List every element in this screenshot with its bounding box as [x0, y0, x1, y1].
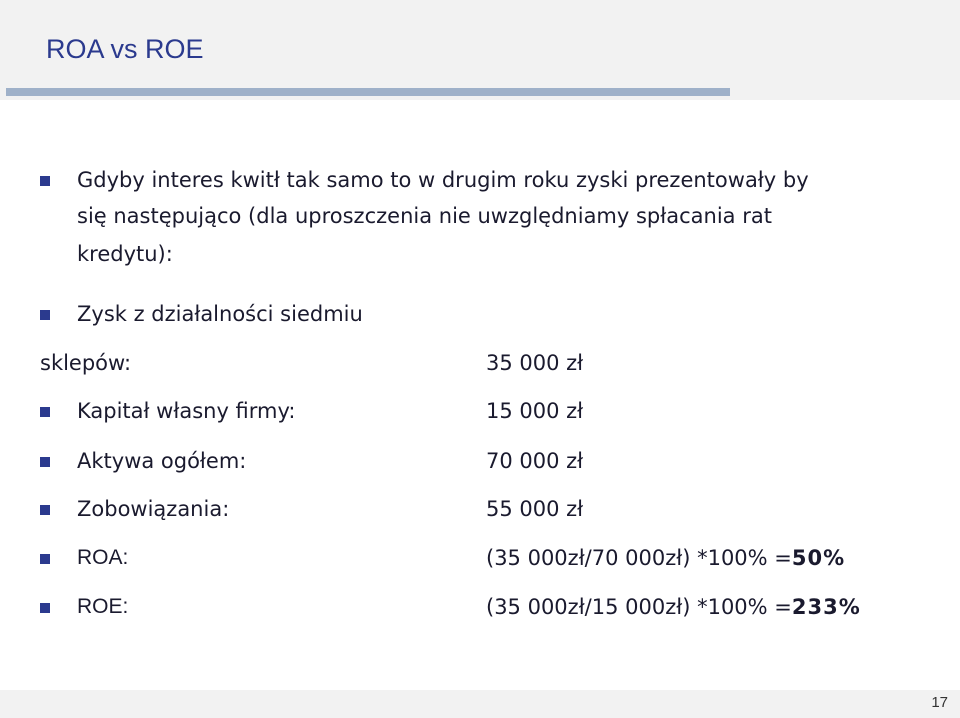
- roa-label: ROA:: [77, 546, 129, 569]
- list-item-liabilities: [0, 491, 960, 527]
- square-bullet-icon: [40, 603, 50, 613]
- square-bullet-icon: [40, 554, 50, 564]
- list-item-equity: [0, 393, 960, 429]
- item-label: Kapitał własny firmy:: [77, 399, 296, 423]
- intro-line-1: [0, 162, 960, 198]
- roe-label: ROE:: [77, 595, 129, 618]
- square-bullet-icon: [40, 407, 50, 417]
- roa-result: 50%: [791, 546, 846, 570]
- intro-line-3: [0, 236, 960, 272]
- list-item-assets: [0, 443, 960, 479]
- item-value: 35 000 zł: [486, 351, 584, 375]
- roe-result: 233%: [791, 595, 861, 619]
- page-number: 17: [931, 694, 948, 711]
- square-bullet-icon: [40, 310, 50, 320]
- item-value: 15 000 zł: [486, 399, 584, 423]
- footer-band: [0, 690, 960, 718]
- item-label: Aktywa ogółem:: [77, 449, 247, 473]
- item-label: Zysk z działalności siedmiu: [77, 302, 363, 326]
- slide-title: ROA vs ROE: [46, 34, 204, 64]
- list-item-profit: [0, 296, 960, 332]
- title-divider: [6, 88, 730, 96]
- item-value: 55 000 zł: [486, 497, 584, 521]
- roa-formula-line: [486, 540, 845, 576]
- roa-formula: (35 000zł/70 000zł) *100% =: [486, 546, 792, 570]
- square-bullet-icon: [40, 176, 50, 186]
- intro-text: się następująco (dla uproszczenia nie uwzględniamy spłacania rat: [77, 204, 772, 228]
- item-label: Zobowiązania:: [77, 497, 230, 521]
- intro-line-2: [0, 198, 960, 234]
- intro-text: Gdyby interes kwitł tak samo to w drugim roku zyski prezentowały by: [77, 168, 809, 192]
- square-bullet-icon: [40, 457, 50, 467]
- roe-formula: (35 000zł/15 000zł) *100% =: [486, 595, 792, 619]
- list-item-roa: [0, 540, 960, 576]
- item-value: 70 000 zł: [486, 449, 584, 473]
- list-item-roe: [0, 589, 960, 625]
- item-label: sklepów:: [40, 351, 132, 375]
- roe-formula-line: [486, 589, 861, 625]
- list-item-profit-cont: [0, 345, 960, 381]
- square-bullet-icon: [40, 505, 50, 515]
- intro-text: kredytu):: [77, 242, 173, 266]
